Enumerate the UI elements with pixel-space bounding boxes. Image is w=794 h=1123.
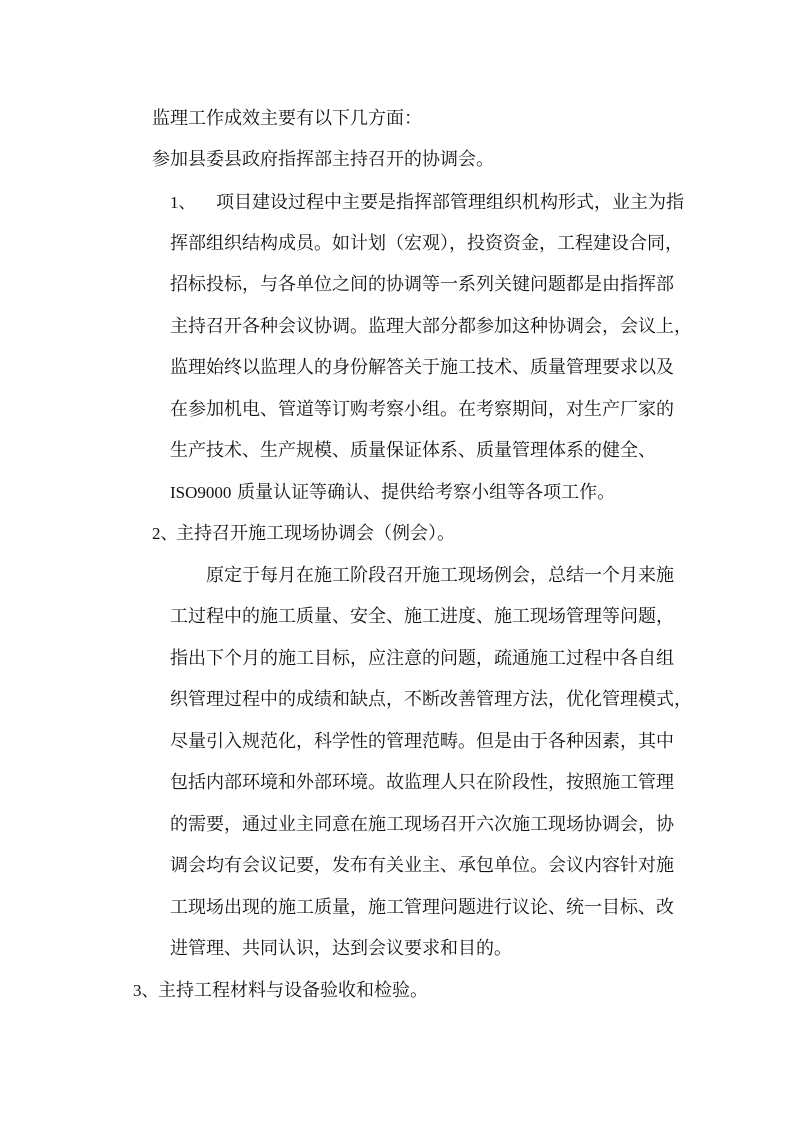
item1-line-7: 生产技术、生产规模、质量保证体系、质量管理体系的健全、 bbox=[170, 440, 656, 461]
item2-line-1: 原定于每月在施工阶段召开施工现场例会，总结一个月来施 bbox=[206, 565, 674, 586]
item3-marker: 3、 bbox=[133, 981, 159, 1000]
item2-line-4: 织管理过程中的成绩和缺点，不断改善管理方法，优化管理模式， bbox=[170, 689, 692, 710]
item1-line-4: 主持召开各种会议协调。监理大部分都参加这种协调会，会议上， bbox=[170, 316, 692, 337]
item2-marker: 2、 bbox=[152, 524, 178, 543]
item1-line-8-text: 质量认证等确认、提供给考察小组等各项工作。 bbox=[231, 482, 616, 503]
item2-line-2: 工过程中的施工质量、安全、施工进度、施工现场管理等问题， bbox=[170, 606, 674, 627]
item2-line-7: 的需要，通过业主同意在施工现场召开六次施工现场协调会，协 bbox=[170, 814, 674, 835]
item2-line-5: 尽量引入规范化，科学性的管理范畴。但是由于各种因素，其中 bbox=[170, 731, 674, 752]
item1-marker: 1、 bbox=[170, 193, 196, 212]
item2-line-9: 工现场出现的施工质量，施工管理问题进行议论、统一目标、改 bbox=[170, 897, 674, 918]
item2-title: 主持召开施工现场协调会（例会）。 bbox=[176, 523, 455, 544]
item1-line-3: 招标投标，与各单位之间的协调等一系列关键问题都是由指挥部 bbox=[170, 274, 674, 295]
item1-line-8 bbox=[170, 481, 615, 505]
item1-line-6: 在参加机电、管道等订购考察小组。在考察期间，对生产厂家的 bbox=[170, 399, 674, 420]
item2-line-3: 指出下个月的施工目标，应注意的问题，疏通施工过程中各自组 bbox=[170, 648, 674, 669]
subtitle-line: 参加县委县政府指挥部主持召开的协调会。 bbox=[152, 149, 494, 170]
item2-line-10: 进管理、共同认识，达到会议要求和目的。 bbox=[170, 938, 512, 959]
item3-title: 主持工程材料与设备验收和检验。 bbox=[158, 980, 428, 1001]
item2-line-8: 调会均有会议记要，发布有关业主、承包单位。会议内容针对施 bbox=[170, 855, 674, 876]
item1-line-5: 监理始终以监理人的身份解答关于施工技术、质量管理要求以及 bbox=[170, 357, 674, 378]
item1-line-2: 挥部组织结构成员。如计划（宏观），投资资金，工程建设合同， bbox=[170, 233, 683, 254]
item1-line-1: 项目建设过程中主要是指挥部管理组织机构形式，业主为指 bbox=[216, 192, 684, 213]
item1-iso-code: ISO9000 bbox=[170, 483, 232, 502]
intro-line: 监理工作成效主要有以下几方面： bbox=[152, 108, 422, 129]
item2-line-6: 包括内部环境和外部环境。故监理人只在阶段性，按照施工管理 bbox=[170, 772, 674, 793]
